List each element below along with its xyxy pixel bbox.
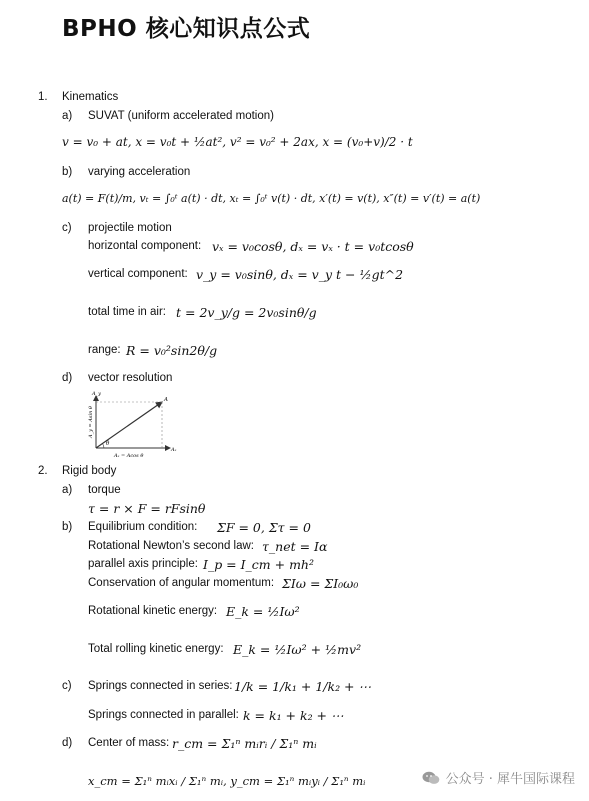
formula-parallel-axis: I_p = I_cm + mh² — [203, 557, 314, 572]
label-angular-momentum: Conservation of angular momentum: — [88, 577, 275, 589]
sub-title: torque — [88, 484, 121, 496]
formula-rotational-newton: τ_net = Iα — [262, 539, 328, 554]
formula-rotational-ke: E_k = ½Iω² — [226, 604, 300, 619]
formula-rolling-ke: E_k = ½Iω² + ½mv² — [233, 642, 362, 657]
label-rotational-ke: Rotational kinetic energy: — [88, 605, 218, 617]
formula-suvat: v = v₀ + at, x = v₀t + ½at², v² = v₀² + 2ax, x = (v₀+v)/2 · t — [62, 135, 413, 149]
ax-equation: Aₓ = Acos θ — [114, 453, 144, 459]
sub-letter: b) — [62, 166, 73, 178]
page-title: BPHO 核心知识点公式 — [62, 16, 311, 42]
formula-angular-momentum: ΣIω = ΣI₀ω₀ — [282, 576, 359, 591]
vector-resolution-diagram — [86, 390, 182, 460]
angle-arc — [103, 444, 105, 449]
formula-springs-series: 1/k = 1/k₁ + 1/k₂ + ⋯ — [234, 679, 371, 694]
formula-total-time: t = 2v_y/g = 2v₀sinθ/g — [176, 305, 317, 320]
label-vertical-component: vertical component: — [88, 268, 188, 280]
formula-springs-parallel: k = k₁ + k₂ + ⋯ — [243, 708, 344, 723]
sub-letter: a) — [62, 484, 73, 496]
sub-letter: d) — [62, 737, 73, 749]
sub-title: projectile motion — [88, 222, 172, 234]
label-equilibrium: Equilibrium condition: — [88, 521, 198, 533]
label-springs-series: Springs connected in series: — [88, 680, 233, 692]
formula-range: R = v₀²sin2θ/g — [126, 343, 218, 358]
vector-a-label: A — [164, 397, 168, 403]
label-rotational-newton: Rotational Newton’s second law: — [88, 540, 254, 552]
sub-letter: c) — [62, 222, 72, 234]
section-title: Rigid body — [62, 465, 117, 477]
label-parallel-axis: parallel axis principle: — [88, 558, 198, 570]
formula-equilibrium: ΣF = 0, Στ = 0 — [217, 520, 311, 535]
section-number: 1. — [38, 91, 48, 103]
watermark-text: 公众号 · 犀牛国际课程 — [445, 772, 575, 787]
ay-equation: A_y = Asin θ — [88, 406, 94, 438]
sub-letter: d) — [62, 372, 73, 384]
sub-letter: b) — [62, 521, 73, 533]
ax-axis-label: Aₓ — [171, 447, 177, 453]
label-springs-parallel: Springs connected in parallel: — [88, 709, 239, 721]
ay-axis-label: A_y — [92, 391, 101, 397]
sub-letter: c) — [62, 680, 72, 692]
label-range: range: — [88, 344, 121, 356]
label-center-of-mass: Center of mass: — [88, 737, 170, 749]
sub-letter: a) — [62, 110, 73, 122]
section-title: Kinematics — [62, 91, 119, 103]
theta-label: θ — [106, 441, 110, 447]
formula-horizontal-component: vₓ = v₀cosθ, dₓ = vₓ · t = v₀tcosθ — [212, 239, 414, 254]
sub-title: varying acceleration — [88, 166, 191, 178]
formula-varying-acceleration: a(t) = F(t)/m, vₜ = ∫₀ᵗ a(t) · dt, xₜ = ∫₀ᵗ v(t) · dt, x′(t) = v(t), x″(t) = v′(t) = a(t) — [62, 192, 481, 205]
wechat-icon — [422, 771, 440, 785]
label-horizontal-component: horizontal component: — [88, 240, 202, 252]
sub-title: vector resolution — [88, 372, 173, 384]
formula-torque: τ = r × F = rFsinθ — [88, 501, 206, 516]
label-total-time: total time in air: — [88, 306, 166, 318]
formula-center-of-mass-components: x_cm = Σ₁ⁿ mᵢxᵢ / Σ₁ⁿ mᵢ, y_cm = Σ₁ⁿ mᵢyᵢ / Σ₁ⁿ mᵢ — [88, 774, 366, 788]
formula-vertical-component: v_y = v₀sinθ, dₓ = v_y t − ½gt^2 — [196, 267, 404, 282]
section-number: 2. — [38, 465, 48, 477]
watermark — [422, 768, 575, 787]
sub-title: SUVAT (uniform accelerated motion) — [88, 110, 274, 122]
formula-center-of-mass: r_cm = Σ₁ⁿ mᵢrᵢ / Σ₁ⁿ mᵢ — [172, 736, 317, 751]
label-rolling-ke: Total rolling kinetic energy: — [88, 643, 224, 655]
